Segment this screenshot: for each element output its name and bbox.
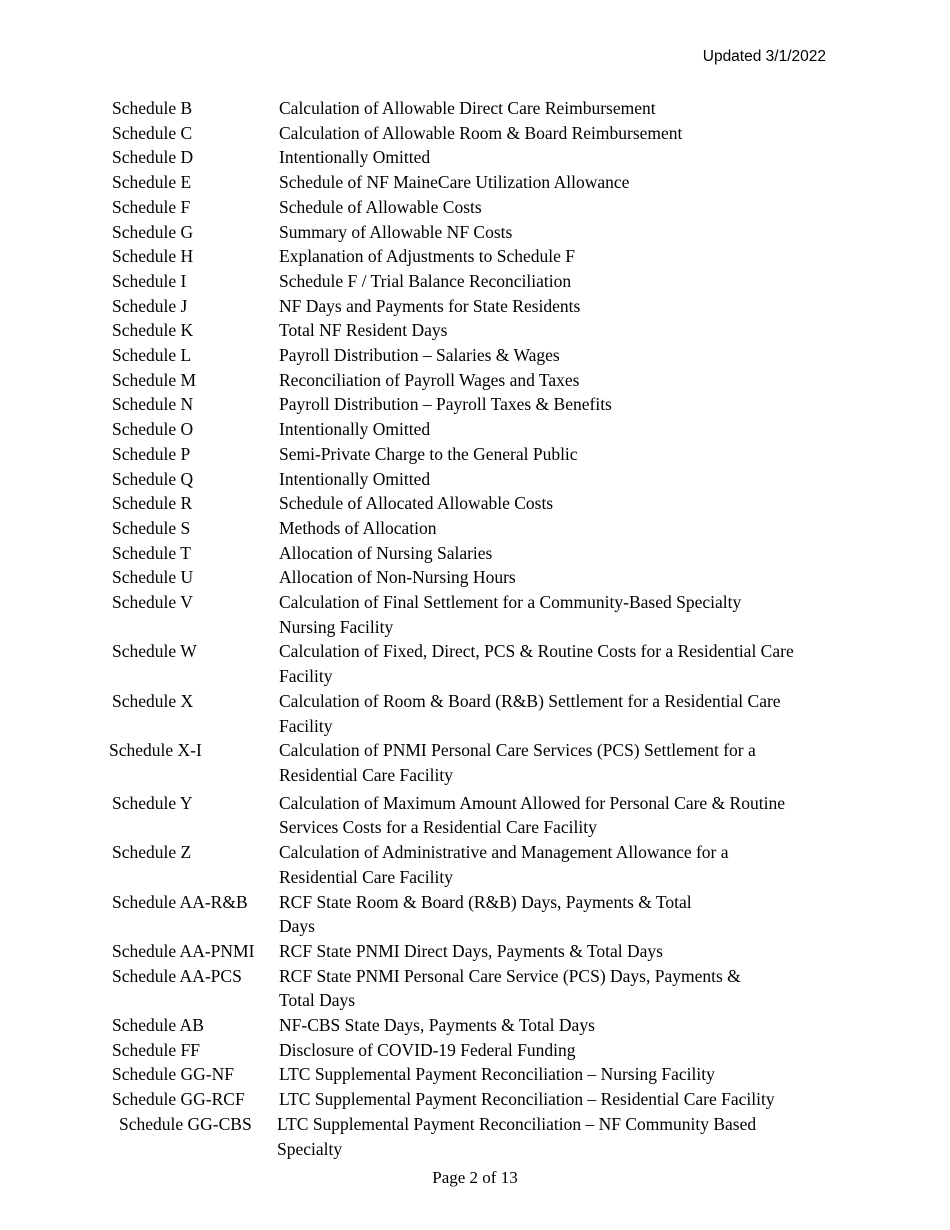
schedule-description bbox=[277, 1112, 832, 1161]
description-line: Nursing Facility bbox=[279, 616, 394, 637]
schedule-description bbox=[279, 590, 832, 639]
schedule-name: Schedule X bbox=[112, 690, 194, 711]
description-line: Calculation of Room & Board (R&B) Settlement for a Residential Care bbox=[279, 690, 781, 711]
description-line: Total Days bbox=[279, 990, 356, 1011]
schedule-name: Schedule GG-RCF bbox=[112, 1089, 245, 1110]
schedule-description: Schedule of Allowable Costs bbox=[279, 196, 482, 217]
schedule-description bbox=[279, 791, 832, 840]
schedule-name: Schedule V bbox=[112, 592, 193, 613]
schedule-description: Calculation of Allowable Direct Care Reimbursement bbox=[279, 98, 656, 118]
schedule-row bbox=[112, 565, 832, 590]
schedule-row bbox=[112, 939, 832, 964]
schedule-row bbox=[112, 964, 832, 1013]
description-line: RCF State Room & Board (R&B) Days, Payments & Total bbox=[279, 891, 692, 912]
schedule-description: Explanation of Adjustments to Schedule F bbox=[279, 246, 576, 267]
schedule-name: Schedule J bbox=[112, 295, 188, 316]
schedule-description: Allocation of Non-Nursing Hours bbox=[279, 567, 516, 588]
schedule-row bbox=[112, 1013, 832, 1038]
schedule-row bbox=[112, 220, 832, 245]
schedule-row bbox=[112, 1062, 832, 1087]
schedule-description: Summary of Allowable NF Costs bbox=[279, 221, 513, 242]
page-number: Page 2 of 13 bbox=[432, 1168, 518, 1187]
schedule-name: Schedule N bbox=[112, 394, 194, 415]
schedule-row bbox=[112, 244, 832, 269]
description-line: Specialty bbox=[277, 1138, 343, 1159]
schedule-row bbox=[112, 392, 832, 417]
schedule-name: Schedule T bbox=[112, 542, 191, 563]
schedule-row bbox=[112, 368, 832, 393]
schedule-description bbox=[279, 639, 832, 688]
schedule-description: Allocation of Nursing Salaries bbox=[279, 542, 493, 563]
description-line: Calculation of Maximum Amount Allowed for Personal Care & Routine bbox=[279, 792, 785, 813]
schedule-row bbox=[109, 738, 832, 787]
schedule-row bbox=[112, 417, 832, 442]
schedule-row bbox=[112, 170, 832, 195]
schedule-description: Payroll Distribution – Payroll Taxes & Benefits bbox=[279, 394, 612, 415]
schedule-description bbox=[279, 890, 832, 939]
schedule-description: NF Days and Payments for State Residents bbox=[279, 295, 581, 316]
schedule-row bbox=[112, 791, 832, 840]
schedule-name: Schedule F bbox=[112, 196, 191, 217]
description-line: Facility bbox=[279, 666, 333, 687]
schedule-name: Schedule Q bbox=[112, 468, 194, 489]
schedule-row bbox=[112, 491, 832, 516]
schedule-description bbox=[279, 738, 832, 787]
schedule-name: Schedule AA-R&B bbox=[112, 891, 248, 912]
schedule-description: NF-CBS State Days, Payments & Total Days bbox=[279, 1015, 595, 1036]
description-line: Residential Care Facility bbox=[279, 866, 453, 887]
schedule-description: Intentionally Omitted bbox=[279, 419, 431, 440]
schedule-name: Schedule K bbox=[112, 320, 194, 341]
schedule-description: Semi-Private Charge to the General Public bbox=[279, 443, 578, 464]
schedule-row bbox=[112, 467, 832, 492]
schedule-name: Schedule O bbox=[112, 419, 194, 440]
schedule-description bbox=[279, 964, 832, 1013]
schedule-row bbox=[112, 145, 832, 170]
schedule-name: Schedule U bbox=[112, 567, 194, 588]
description-line: Calculation of PNMI Personal Care Services (PCS) Settlement for a bbox=[279, 740, 756, 761]
schedule-description: LTC Supplemental Payment Reconciliation – Nursing Facility bbox=[279, 1064, 715, 1085]
schedule-row bbox=[112, 590, 832, 639]
schedule-name: Schedule L bbox=[112, 345, 192, 366]
schedule-name: Schedule S bbox=[112, 517, 191, 538]
schedule-name: Schedule W bbox=[112, 641, 197, 662]
schedule-description bbox=[279, 689, 832, 738]
schedule-list bbox=[109, 96, 832, 1161]
schedule-name: Schedule R bbox=[112, 493, 193, 514]
schedule-row bbox=[112, 294, 832, 319]
schedule-description: Intentionally Omitted bbox=[279, 468, 431, 489]
schedule-row bbox=[112, 689, 832, 738]
description-line: Calculation of Final Settlement for a Community-Based Specialty bbox=[279, 592, 742, 613]
description-line: Calculation of Administrative and Management Allowance for a bbox=[279, 842, 729, 863]
schedule-description: Total NF Resident Days bbox=[279, 320, 448, 341]
schedule-name: Schedule D bbox=[112, 147, 194, 168]
description-line: RCF State PNMI Personal Care Service (PCS) Days, Payments & bbox=[279, 965, 741, 986]
schedule-description: Payroll Distribution – Salaries & Wages bbox=[279, 345, 560, 366]
schedule-description: Reconciliation of Payroll Wages and Taxes bbox=[279, 369, 580, 390]
schedule-name: Schedule X-I bbox=[109, 740, 202, 761]
schedule-name: Schedule Y bbox=[112, 792, 193, 813]
description-line: LTC Supplemental Payment Reconciliation – NF Community Based bbox=[277, 1113, 757, 1134]
schedule-description bbox=[279, 840, 832, 889]
schedule-description: RCF State PNMI Direct Days, Payments & Total Days bbox=[279, 940, 663, 961]
schedule-name: Schedule H bbox=[112, 246, 194, 267]
schedule-name: Schedule FF bbox=[112, 1039, 200, 1060]
schedule-row bbox=[112, 269, 832, 294]
updated-date: Updated 3/1/2022 bbox=[702, 48, 826, 65]
schedule-name: Schedule GG-NF bbox=[112, 1064, 234, 1085]
schedule-description: LTC Supplemental Payment Reconciliation – Residential Care Facility bbox=[279, 1089, 775, 1110]
schedule-name: Schedule I bbox=[112, 270, 187, 291]
schedule-name: Schedule B bbox=[112, 98, 193, 118]
description-line: Days bbox=[279, 916, 315, 937]
schedule-name: Schedule M bbox=[112, 369, 197, 390]
schedule-row bbox=[112, 442, 832, 467]
schedule-name: Schedule Z bbox=[112, 842, 192, 863]
schedule-row bbox=[112, 1087, 832, 1112]
schedule-name: Schedule C bbox=[112, 122, 193, 143]
schedule-description: Intentionally Omitted bbox=[279, 147, 431, 168]
schedule-row bbox=[112, 840, 832, 889]
schedule-name: Schedule G bbox=[112, 221, 194, 242]
schedule-name: Schedule GG-CBS bbox=[119, 1113, 252, 1134]
schedule-row bbox=[112, 318, 832, 343]
schedule-name: Schedule AA-PCS bbox=[112, 965, 242, 986]
schedule-row bbox=[112, 516, 832, 541]
schedule-name: Schedule AA-PNMI bbox=[112, 940, 255, 961]
schedule-name: Schedule P bbox=[112, 443, 191, 464]
schedule-description: Schedule F / Trial Balance Reconciliation bbox=[279, 270, 572, 291]
schedule-description: Calculation of Allowable Room & Board Reimbursement bbox=[279, 122, 683, 143]
schedule-name: Schedule AB bbox=[112, 1015, 204, 1036]
schedule-description: Schedule of Allocated Allowable Costs bbox=[279, 493, 554, 514]
schedule-row bbox=[112, 541, 832, 566]
schedule-row bbox=[112, 890, 832, 939]
schedule-row bbox=[112, 1112, 832, 1161]
schedule-row bbox=[112, 121, 832, 146]
description-line: Facility bbox=[279, 715, 333, 736]
description-line: Services Costs for a Residential Care Facility bbox=[279, 817, 597, 838]
schedule-description: Schedule of NF MaineCare Utilization Allowance bbox=[279, 172, 630, 193]
description-line: Residential Care Facility bbox=[279, 764, 453, 785]
schedule-description: Methods of Allocation bbox=[279, 517, 437, 538]
schedule-description: Disclosure of COVID-19 Federal Funding bbox=[279, 1039, 576, 1060]
schedule-row bbox=[112, 195, 832, 220]
schedule-row bbox=[112, 343, 832, 368]
schedule-row bbox=[112, 639, 832, 688]
schedule-name: Schedule E bbox=[112, 172, 192, 193]
description-line: Calculation of Fixed, Direct, PCS & Routine Costs for a Residential Care bbox=[279, 641, 794, 662]
schedule-row bbox=[112, 1038, 832, 1063]
schedule-row bbox=[112, 96, 832, 121]
